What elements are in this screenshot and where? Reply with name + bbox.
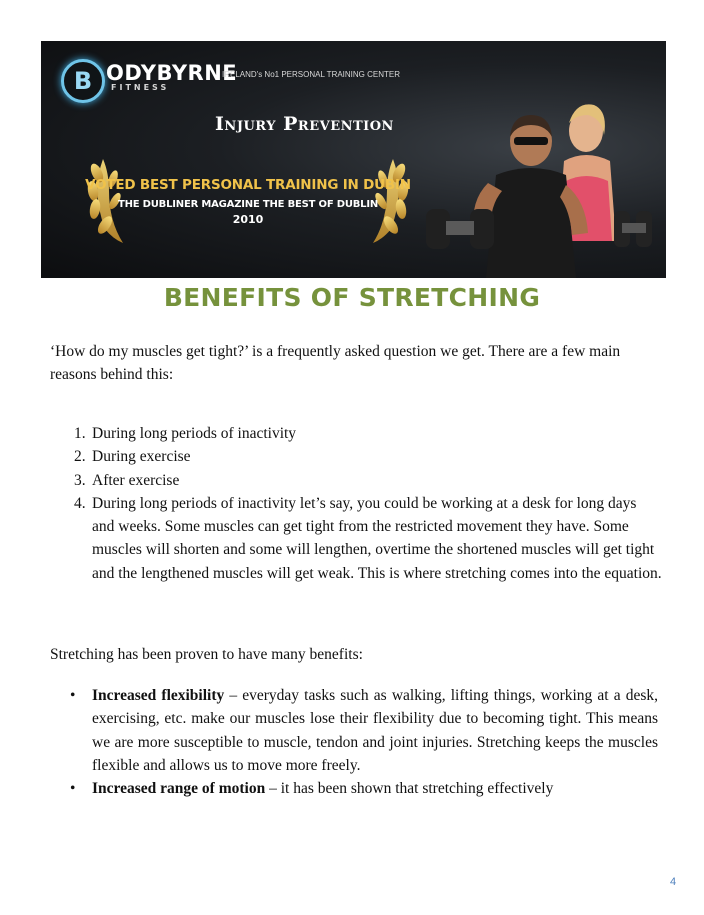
list-item [50, 684, 658, 777]
list-number: 3. [74, 471, 86, 489]
list-item [50, 492, 662, 585]
logo-letter: B [73, 67, 93, 95]
bullet-icon: • [70, 687, 76, 704]
list-number: 4. [74, 494, 86, 512]
list-number: 2. [74, 448, 86, 466]
list-item-text: After exercise [92, 471, 180, 489]
benefit-term: Increased range of motion [92, 780, 266, 798]
benefit-term: Increased flexibility [92, 687, 225, 704]
list-item-text: During long periods of inactivity [92, 425, 297, 442]
award-headline: VOTED BEST PERSONAL TRAINING IN DUBIN [85, 177, 411, 193]
header-banner [41, 41, 666, 278]
benefit-text: – it has been shown that stretching effectively [265, 780, 554, 798]
award-year: 2010 [232, 213, 264, 226]
page-number: 4 [670, 876, 677, 888]
logo-ring-icon [61, 59, 105, 103]
benefit-text: – everyday tasks such as walking, lifting things, working at a desk, exercising, etc. make our muscles lose their flexibility due to becoming tight. This means we are more susceptible to muscle, tendon and joint injuries. Stretching keeps the muscles flexible and allows us to move more freely. [92, 687, 658, 774]
intro-paragraph: ‘How do my muscles get tight?’ is a frequently asked question we get. There are a few main reasons behind this: [50, 343, 621, 383]
banner-tagline: IRELAND's No1 PERSONAL TRAINING CENTER [222, 70, 401, 79]
list-item [50, 445, 662, 468]
award-badge [83, 151, 413, 247]
award-source: THE DUBLINER MAGAZINE THE BEST OF DUBLIN [117, 199, 379, 210]
list-number: 1. [74, 425, 86, 442]
trainers-photo [426, 101, 666, 278]
logo-wordmark: ODYBYRNE [106, 61, 238, 85]
list-item [50, 777, 658, 800]
bullet-icon: • [70, 780, 76, 798]
banner-title: Injury Prevention [215, 113, 394, 135]
list-item-text: During long periods of inactivity let’s say, you could be working at a desk for long days and weeks. Some muscles can get tight from the restricted movement they have. Some muscles will shorten and some will lengthen, overtime the shortened muscles will get tight and the lengthened muscles will get weak. This is where stretching comes into the equation. [92, 494, 662, 582]
benefits-list [50, 684, 658, 800]
list-item-text: During exercise [92, 448, 191, 466]
page-heading: BENEFITS OF STRETCHING [163, 283, 541, 312]
list-item [50, 469, 662, 492]
logo-subtitle: FITNESS [111, 83, 170, 92]
reasons-list [50, 422, 662, 585]
list-item [50, 422, 662, 445]
benefits-intro: Stretching has been proven to have many benefits: [50, 646, 363, 663]
